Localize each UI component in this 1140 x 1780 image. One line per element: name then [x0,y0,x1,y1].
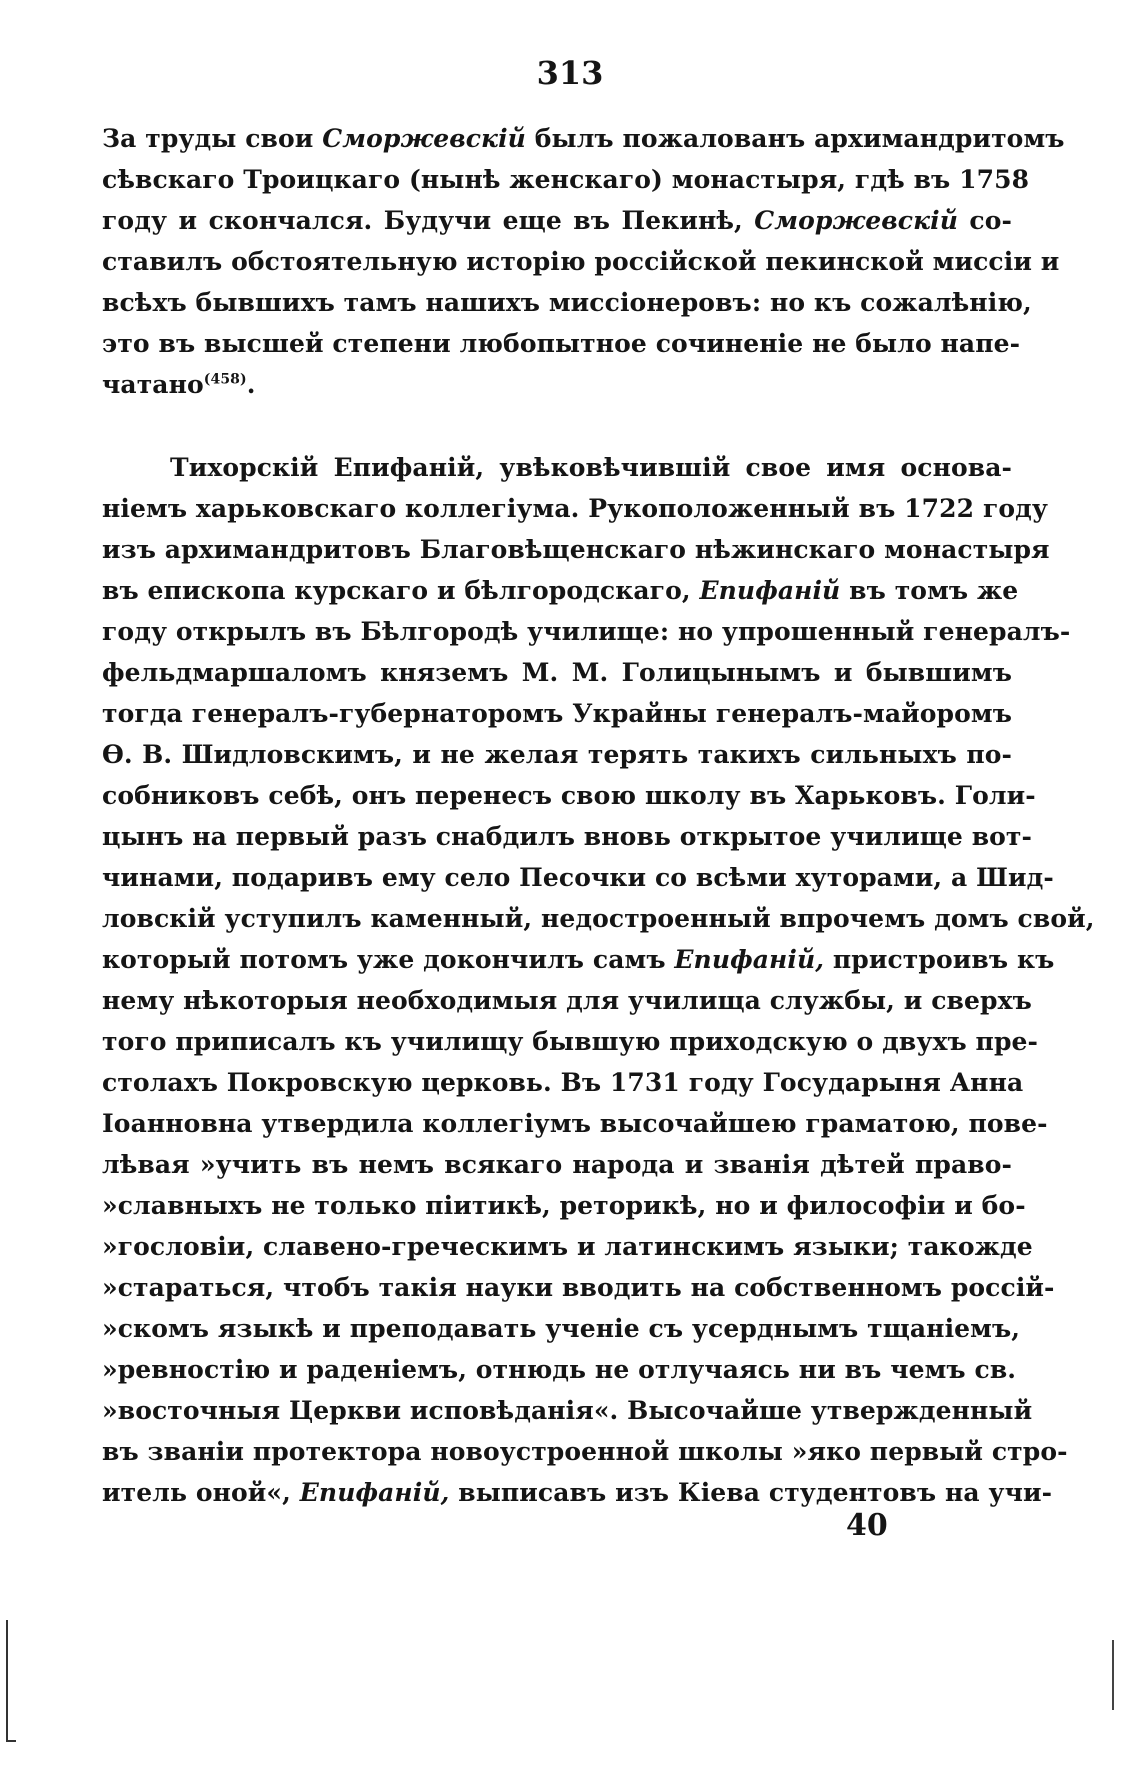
text-span: увѣковѣчившій свое имя основа- [484,453,1012,482]
text-span: чинами, подаривъ ему село Песочки со всѣми хуторами, а Шид- [102,863,1054,892]
text-line [102,159,1030,200]
text-line [102,1390,1033,1431]
text-span: въ томъ же [840,576,1019,605]
text-line [102,1185,1026,1226]
text-span: »восточныя Церкви исповѣданія«. Высочайше утвержденный [102,1396,1033,1425]
text-line [102,1349,1017,1390]
text-line [102,898,1095,939]
text-span: году открылъ въ Бѣлгородѣ училище: но упрошенный генералъ- [102,617,1071,646]
text-span: былъ пожалованъ архимандритомъ [525,124,1065,153]
text-span: въ званіи протектора новоустроенной школы »яко первый стро- [102,1437,1068,1466]
text-line [102,652,1012,693]
text-line [102,611,1071,652]
text-line [102,1226,1033,1267]
paragraph-tikhorsky [102,447,1095,1513]
text-span: »ревностію и раденіемъ, отнюдь не отлучаясь ни въ чемъ св. [102,1355,1017,1384]
text-line [102,118,1065,159]
text-line [102,980,1032,1021]
text-line [102,488,1049,529]
text-line [102,939,1055,980]
text-span: Тихорскій Епифаній, [170,453,485,482]
text-span: фельдмаршаломъ княземъ М. М. Голицынымъ и бывшимъ [102,658,1012,687]
page-number: 313 [536,54,604,92]
text-span: со- [957,206,1012,235]
text-span: Ѳ. В. Шидловскимъ, и не желая терять такихъ сильныхъ по- [102,740,1012,769]
text-span: лѣвая »учить въ немъ всякаго народа и званія дѣтей право- [102,1150,1012,1179]
text-line [102,241,1060,282]
text-span: »скомъ языкѣ и преподавать ученіе съ усерднымъ тщаніемъ, [102,1314,1021,1343]
text-span: За труды свои [102,124,323,153]
text-line [102,529,1050,570]
text-span: »стараться, чтобъ такія науки вводить на собственномъ россій- [102,1273,1055,1302]
text-line [102,570,1019,611]
italic-name: Епифаній, [299,1478,450,1507]
text-line [102,1103,1048,1144]
text-span: году и скончался. Будучи еще въ Пекинѣ, [102,206,755,235]
text-line [102,200,1012,241]
text-span: »славныхъ не только піитикѣ, реторикѣ, но и философіи и бо- [102,1191,1026,1220]
text-span: ставилъ обстоятельную исторію россійской пекинской миссіи и [102,247,1060,276]
text-span: сѣвскаго Троицкаго (нынѣ женскаго) монастыря, гдѣ въ 1758 [102,165,1030,194]
text-span: Іоанновна утвердила коллегіумъ высочайшею граматою, пове- [102,1109,1048,1138]
text-span: пристроивъ къ [824,945,1055,974]
text-span: тогда генералъ-губернаторомъ Украйны генералъ-майоромъ [102,699,1012,728]
text-line [102,1472,1053,1513]
text-line [102,816,1033,857]
text-span: . [246,370,256,399]
signature-mark: 40 [846,1508,888,1543]
text-line [102,1062,1024,1103]
text-line [102,734,1012,775]
text-span: въ епископа курскаго и бѣлгородскаго, [102,576,700,605]
text-line [102,364,1012,405]
text-span: »гословіи, славено-греческимъ и латинскимъ языки; такожде [102,1232,1033,1261]
text-line [102,447,1012,488]
text-span: это въ высшей степени любопытное сочиненіе не было напе- [102,329,1021,358]
footnote-ref: (458) [203,371,247,388]
text-span: итель оной«, [102,1478,300,1507]
scan-edge-mark-right [1112,1640,1114,1710]
text-line [102,1267,1055,1308]
italic-name: Сморжевскій [754,206,958,235]
paragraph-smorzhevsky [102,118,1065,405]
italic-name: Сморжевскій [322,124,526,153]
italic-name: Епифаній [699,576,841,605]
text-span: ловскій уступилъ каменный, недостроенный впрочемъ домъ свой, [102,904,1095,933]
text-line [102,323,1021,364]
text-line [102,282,1032,323]
italic-name: Епифаній, [674,945,825,974]
text-span: который потомъ уже докончилъ самъ [102,945,675,974]
text-span: столахъ Покровскую церковь. Въ 1731 году Государыня Анна [102,1068,1024,1097]
text-line [102,1021,1039,1062]
text-span: ніемъ харьковскаго коллегіума. Рукоположенный въ 1722 году [102,494,1049,523]
text-span: всѣхъ бывшихъ тамъ нашихъ миссіонеровъ: но къ сожалѣнію, [102,288,1032,317]
text-span: изъ архимандритовъ Благовѣщенскаго нѣжинскаго монастыря [102,535,1050,564]
text-line [102,693,1012,734]
text-line [102,1308,1021,1349]
text-span: нему нѣкоторыя необходимыя для училища службы, и сверхъ [102,986,1032,1015]
text-span: выписавъ изъ Кіева студентовъ на учи- [449,1478,1053,1507]
scan-edge-mark [6,1620,16,1742]
text-line [102,1144,1012,1185]
text-span: чатано [102,370,204,399]
text-span: того приписалъ къ училищу бывшую приходскую о двухъ пре- [102,1027,1039,1056]
text-span: собниковъ себѣ, онъ перенесъ свою школу въ Харьковъ. Голи- [102,781,1036,810]
text-line [102,1431,1068,1472]
text-line [102,775,1036,816]
text-line [102,857,1054,898]
text-span: цынъ на первый разъ снабдилъ вновь открытое училище вот- [102,822,1033,851]
